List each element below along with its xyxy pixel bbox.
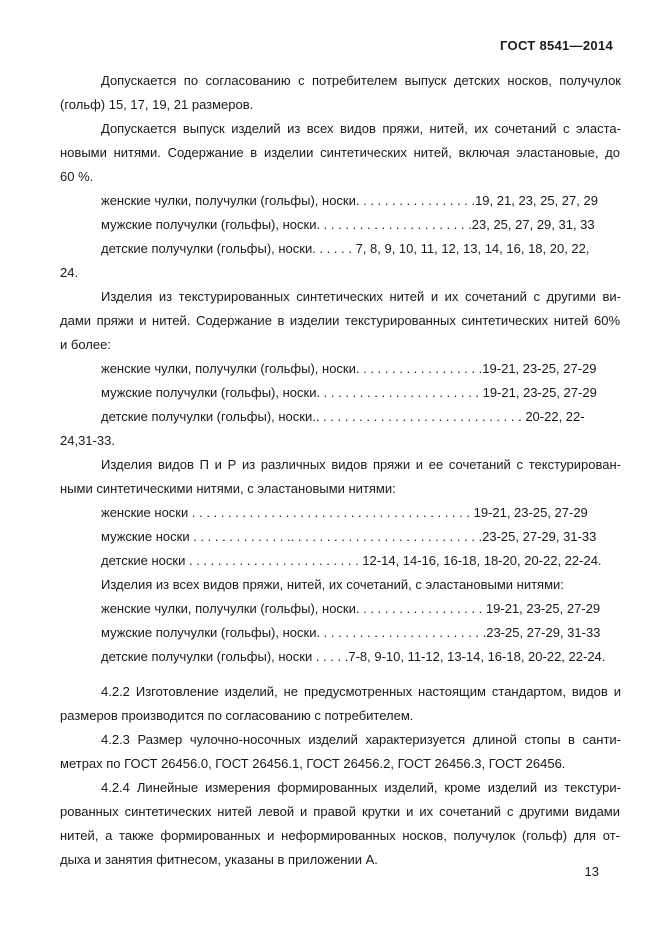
list-item: детские получулки (гольфы), носки. . . . . . 7, 8, 9, 10, 11, 12, 13, 14, 16, 18, 20, 22,	[101, 241, 590, 256]
text-line: дами пряжи и нитей. Содержание в изделии текстурированных синтетических нитей 60%	[60, 313, 620, 328]
text-line: 60 %.	[60, 169, 94, 184]
standard-header: ГОСТ 8541—2014	[500, 38, 613, 53]
text-line: нитей, а также формированных и неформированных носков, получулок (гольф) для от-	[60, 828, 620, 843]
list-item: женские чулки, получулки (гольфы), носки. . . . . . . . . . . . . . . . . . 19-21, 23-25, 27-29	[101, 601, 601, 616]
text-line: ными синтетическими нитями, с эластановыми нитями:	[60, 481, 396, 496]
text-line: и более:	[60, 337, 111, 352]
text-line: 24.	[60, 265, 79, 280]
list-item: детские носки . . . . . . . . . . . . . . . . . . . . . . . . 12-14, 14-16, 16-18, 18-20, 20-22, 22-24.	[101, 553, 602, 568]
list-item: мужские получулки (гольфы), носки. . . . . . . . . . . . . . . . . . . . . .23, 25, 27, 29, 31, 33	[101, 217, 595, 232]
page-number: 13	[584, 864, 599, 879]
text-line: Допускается выпуск изделий из всех видов пряжи, нитей, их сочетаний с эласта-	[101, 121, 621, 136]
text-line: дыха и занятия фитнесом, указаны в приложении А.	[60, 852, 378, 867]
text-line: 24,31-33.	[60, 433, 115, 448]
text-line: (гольф) 15, 17, 19, 21 размеров.	[60, 97, 254, 112]
list-item: женские чулки, получулки (гольфы), носки. . . . . . . . . . . . . . . . .19, 21, 23, 25, 27, 29	[101, 193, 598, 208]
list-item: женские носки . . . . . . . . . . . . . . . . . . . . . . . . . . . . . . . . . . . . . . . 19-21, 23-25, 27-29	[101, 505, 588, 520]
clause-4-2-3: 4.2.3 Размер чулочно-носочных изделий характеризуется длиной стопы в санти-	[101, 732, 621, 747]
clause-4-2-2: 4.2.2 Изготовление изделий, не предусмотренных настоящим стандартом, видов и	[101, 684, 621, 699]
text-line: Изделия из всех видов пряжи, нитей, их сочетаний, с эластановыми нитями:	[101, 577, 564, 592]
list-item: детские получулки (гольфы), носки.. . . . . . . . . . . . . . . . . . . . . . . . . . . . . 20-22, 22-	[101, 409, 585, 424]
text-line: Допускается по согласованию с потребителем выпуск детских носков, получулок	[101, 73, 621, 88]
text-line: размеров производится по согласованию с потребителем.	[60, 708, 414, 723]
list-item: детские получулки (гольфы), носки . . . . .7-8, 9-10, 11-12, 13-14, 16-18, 20-22, 22-24.	[101, 649, 606, 664]
text-line: метрах по ГОСТ 26456.0, ГОСТ 26456.1, ГОСТ 26456.2, ГОСТ 26456.3, ГОСТ 26456.	[60, 756, 566, 771]
text-line: рованных синтетических нитей левой и правой крутки и их сочетаний с другими видами	[60, 804, 620, 819]
text-line: новыми нитями. Содержание в изделии синтетических нитей, включая эластановые, до	[60, 145, 620, 160]
text-line: Изделия из текстурированных синтетических нитей и их сочетаний с другими ви-	[101, 289, 621, 304]
list-item: мужские получулки (гольфы), носки. . . . . . . . . . . . . . . . . . . . . . . .23-25, 27-29, 31-33	[101, 625, 601, 640]
list-item: женские чулки, получулки (гольфы), носки. . . . . . . . . . . . . . . . . .19-21, 23-25, 27-29	[101, 361, 597, 376]
text-line: Изделия видов П и Р из различных видов пряжи и ее сочетаний с текстурирован-	[101, 457, 621, 472]
list-item: мужские получулки (гольфы), носки. . . . . . . . . . . . . . . . . . . . . . . 19-21, 23-25, 27-29	[101, 385, 597, 400]
list-item: мужские носки . . . . . . . . . . . . . .. . . . . . . . . . . . . . . . . . . . . . . . . . .23-25, 27-29, 31-33	[101, 529, 597, 544]
clause-4-2-4: 4.2.4 Линейные измерения формированных изделий, кроме изделий из текстури-	[101, 780, 621, 795]
